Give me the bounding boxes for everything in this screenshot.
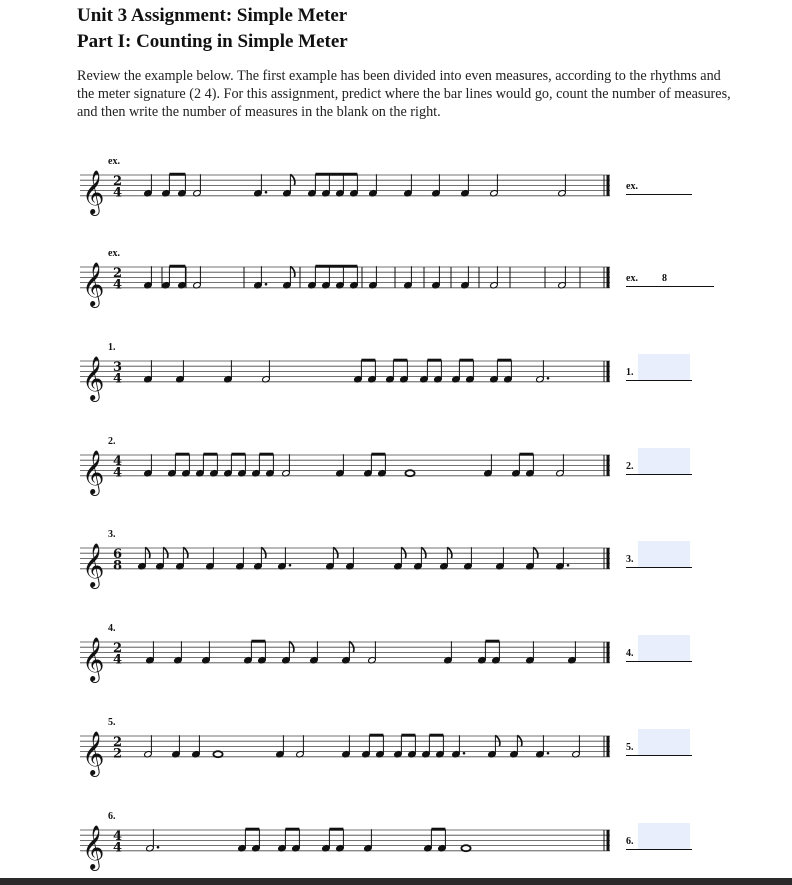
treble-clef-icon: 𝄞 bbox=[82, 355, 105, 400]
meter-bottom: 2 bbox=[113, 746, 123, 762]
exercise-label: 3. bbox=[108, 529, 116, 540]
meter-bottom: 4 bbox=[113, 652, 123, 668]
exercise-label: ex. bbox=[108, 248, 120, 259]
meter-bottom: 4 bbox=[113, 371, 123, 387]
answer-input[interactable] bbox=[638, 354, 690, 380]
whole-note bbox=[461, 845, 470, 851]
meter-top: 3 bbox=[113, 359, 123, 375]
meter-top: 4 bbox=[113, 453, 123, 469]
meter-top: 6 bbox=[113, 546, 123, 562]
answer-value: 8 bbox=[662, 273, 667, 284]
exercise-label: 5. bbox=[108, 717, 116, 728]
answer-blank-line bbox=[626, 286, 714, 287]
meter-top: 4 bbox=[113, 828, 123, 844]
answer-blank-line bbox=[626, 380, 692, 381]
answer-input[interactable] bbox=[638, 541, 690, 567]
answer-label: 1. bbox=[626, 367, 634, 378]
answer-label: ex. bbox=[626, 181, 638, 192]
music-staff bbox=[75, 341, 635, 401]
answer-input[interactable] bbox=[638, 635, 690, 661]
answer-label: 5. bbox=[626, 742, 634, 753]
whole-note bbox=[405, 470, 414, 476]
treble-clef-icon: 𝄞 bbox=[82, 261, 105, 306]
answer-blank-line bbox=[626, 755, 692, 756]
answer-blank-line bbox=[626, 661, 692, 662]
answer-label: 4. bbox=[626, 648, 634, 659]
answer-blank-line bbox=[626, 474, 692, 475]
whole-note bbox=[213, 751, 222, 757]
music-staff bbox=[75, 247, 635, 307]
answer-blank-line bbox=[626, 567, 692, 568]
meter-bottom: 8 bbox=[113, 558, 123, 574]
music-staff bbox=[75, 435, 635, 495]
exercise-label: ex. bbox=[108, 156, 120, 167]
meter-top: 2 bbox=[113, 173, 123, 189]
treble-clef-icon: 𝄞 bbox=[82, 169, 105, 214]
meter-bottom: 4 bbox=[113, 277, 123, 293]
answer-label: 2. bbox=[626, 461, 634, 472]
answer-input[interactable] bbox=[638, 448, 690, 474]
exercise-label: 2. bbox=[108, 436, 116, 447]
answer-label: 3. bbox=[626, 554, 634, 565]
treble-clef-icon: 𝄞 bbox=[82, 542, 105, 587]
answer-label: ex. bbox=[626, 273, 638, 284]
answer-input[interactable] bbox=[638, 729, 690, 755]
exercise-label: 6. bbox=[108, 811, 116, 822]
treble-clef-icon: 𝄞 bbox=[82, 824, 105, 869]
music-staff bbox=[75, 716, 635, 776]
meter-top: 2 bbox=[113, 640, 123, 656]
treble-clef-icon: 𝄞 bbox=[82, 730, 105, 775]
meter-bottom: 4 bbox=[113, 465, 123, 481]
assignment-title: Unit 3 Assignment: Simple Meter bbox=[77, 5, 348, 26]
answer-blank-line bbox=[626, 849, 692, 850]
meter-bottom: 4 bbox=[113, 185, 123, 201]
meter-top: 2 bbox=[113, 265, 123, 281]
exercise-label: 1. bbox=[108, 342, 116, 353]
music-staff bbox=[75, 622, 635, 682]
answer-blank-line bbox=[626, 194, 692, 195]
instructions-paragraph: Review the example below. The first example has been divided into even measures, according to the rhythms and the meter signature (2 4). For this assignment, predict where the bar lines would go, count the number of measures, and then write the number of measures in the blank on the right. bbox=[77, 68, 731, 120]
music-staff bbox=[75, 810, 635, 870]
treble-clef-icon: 𝄞 bbox=[82, 636, 105, 681]
meter-top: 2 bbox=[113, 734, 123, 750]
answer-input[interactable] bbox=[638, 823, 690, 849]
music-staff bbox=[75, 528, 635, 588]
answer-label: 6. bbox=[626, 836, 634, 847]
meter-bottom: 4 bbox=[113, 840, 123, 856]
treble-clef-icon: 𝄞 bbox=[82, 449, 105, 494]
window-bottom-bar bbox=[0, 878, 792, 885]
exercise-label: 4. bbox=[108, 623, 116, 634]
part-title: Part I: Counting in Simple Meter bbox=[77, 31, 348, 52]
music-staff bbox=[75, 155, 635, 215]
